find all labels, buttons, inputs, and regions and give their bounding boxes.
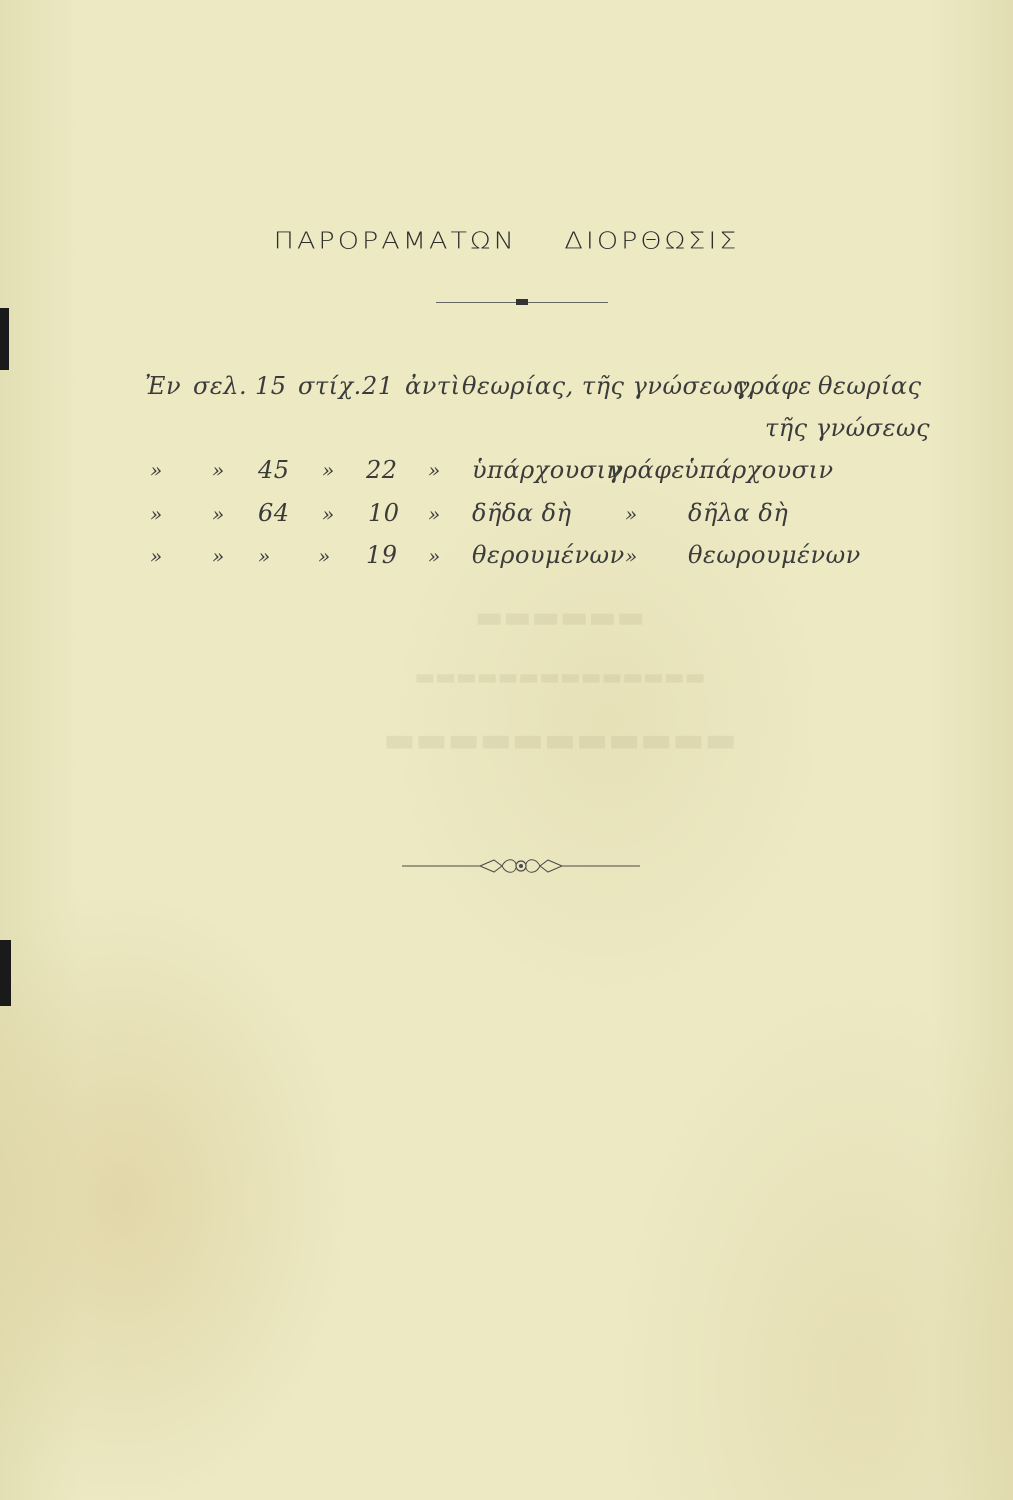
row3-line: 10 bbox=[368, 499, 400, 527]
row1-en: Ἐν bbox=[145, 372, 182, 400]
heading-word-2: ΔΙΟΡΘΩΣΙΣ bbox=[564, 228, 740, 255]
row4-c8: » bbox=[625, 544, 638, 568]
row1-right-cont: τῆς γνώσεως bbox=[765, 414, 931, 442]
row2-c1: » bbox=[150, 458, 163, 482]
row1-right: θεωρίας bbox=[818, 372, 922, 400]
row1-line-label: στίχ. bbox=[298, 372, 362, 400]
row4-line: 19 bbox=[366, 541, 398, 569]
bleed-through-shadow: ▬▬▬▬▬▬ ▬▬▬▬▬▬▬▬▬▬▬▬▬▬ ▬▬▬▬▬▬▬▬▬▬▬ bbox=[383, 600, 737, 760]
row4-wrong: θερουμένων bbox=[472, 541, 625, 569]
row4-c3: » bbox=[258, 544, 271, 568]
row1-write: γράφε bbox=[735, 372, 812, 400]
end-ornament bbox=[402, 848, 640, 884]
row2-wrong: ὑπάρχουσιν bbox=[472, 456, 622, 484]
row2-right: ὑπάρχουσιν bbox=[684, 456, 834, 484]
row3-c6: » bbox=[428, 502, 441, 526]
row4-c2: » bbox=[212, 544, 225, 568]
row2-line: 22 bbox=[366, 456, 398, 484]
row4-c6: » bbox=[428, 544, 441, 568]
row2-c4: » bbox=[322, 458, 335, 482]
row3-c1: » bbox=[150, 502, 163, 526]
heading-word-1: ΠΑΡΟΡΑΜΑΤΩΝ bbox=[273, 228, 517, 255]
binding-mark-bottom bbox=[0, 940, 11, 1006]
row4-c4: » bbox=[318, 544, 331, 568]
row3-c4: » bbox=[322, 502, 335, 526]
row3-c2: » bbox=[212, 502, 225, 526]
row3-page: 64 bbox=[258, 499, 290, 527]
row4-right: θεωρουμένων bbox=[688, 541, 861, 569]
errata-table bbox=[0, 0, 1013, 600]
row1-line: 21 bbox=[362, 372, 394, 400]
row3-wrong: δῆδα δὴ bbox=[472, 499, 572, 527]
row2-c2: » bbox=[212, 458, 225, 482]
row3-c8: » bbox=[625, 502, 638, 526]
row2-page: 45 bbox=[258, 456, 290, 484]
row1-page-label: σελ. bbox=[193, 372, 248, 400]
row4-c1: » bbox=[150, 544, 163, 568]
row3-right: δῆλα δὴ bbox=[688, 499, 789, 527]
row1-wrong: θεωρίας, τῆς γνώσεως, bbox=[462, 372, 755, 400]
row1-instead: ἀντὶ bbox=[405, 372, 461, 400]
row2-c6: » bbox=[428, 458, 441, 482]
row2-write: γράφε bbox=[608, 456, 685, 484]
row1-page: 15 bbox=[255, 372, 287, 400]
